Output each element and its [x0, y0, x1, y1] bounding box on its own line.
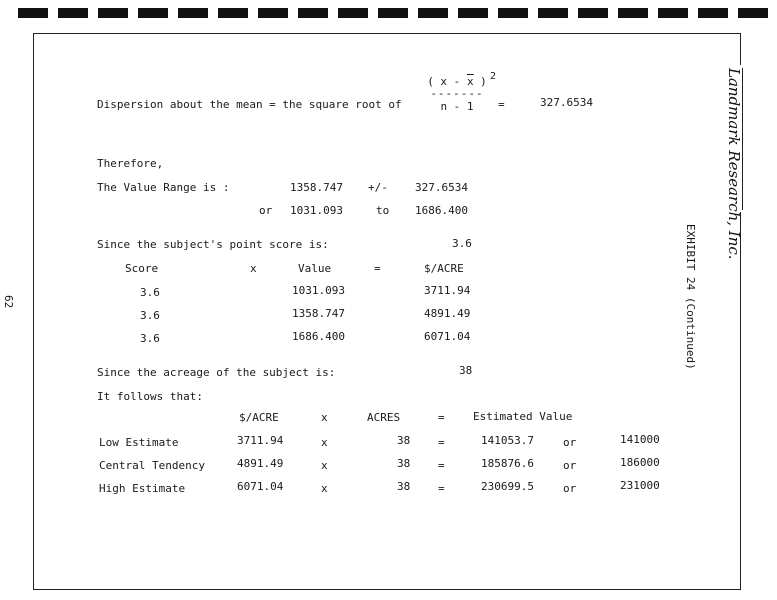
value-range-or: or [259, 204, 273, 217]
estimate-cell: 141053.7 [481, 434, 534, 447]
per-acre-cell: 4891.49 [424, 307, 471, 320]
formula-bar: ------- [430, 87, 484, 100]
per-acre-cell: 4891.49 [237, 457, 284, 470]
binding-dash [18, 8, 48, 18]
point-score-label: Since the subject's point score is: [97, 238, 329, 251]
or-text: or [563, 459, 577, 472]
estimate-header: Estimated Value [473, 410, 573, 423]
frame-right [740, 212, 741, 589]
acres-cell: 38 [397, 434, 411, 447]
dispersion-label: Dispersion about the mean = the square root of [97, 98, 402, 111]
binding-dash [578, 8, 608, 18]
equals-sign: = [438, 482, 445, 495]
formula-exponent: 2 [490, 71, 497, 82]
binding-dash [538, 8, 568, 18]
per-acre-cell: 3711.94 [424, 284, 471, 297]
estimate-cell: 185876.6 [481, 457, 534, 470]
frame-top [33, 33, 741, 34]
point-score-value: 3.6 [452, 237, 472, 250]
per-acre-cell: 6071.04 [424, 330, 471, 343]
times-sign: x [321, 436, 328, 449]
binding-dash [498, 8, 528, 18]
formula-denominator: n - 1 [440, 100, 474, 113]
rounded-cell: 141000 [620, 433, 660, 446]
score-header: $/ACRE [424, 262, 464, 275]
value-range-base: 1358.747 [290, 181, 343, 194]
acres-cell: 38 [397, 480, 411, 493]
x-bar-symbol: $\overline{x}$ [466, 75, 474, 88]
binding-dash [258, 8, 288, 18]
formula-numerator: ( x - $\overline{x}$ ) [427, 75, 487, 88]
value-range-label: The Value Range is : [97, 181, 230, 194]
estimate-label: Central Tendency [99, 459, 205, 472]
binding-dash [178, 8, 208, 18]
score-cell: 3.6 [140, 309, 160, 322]
binding-dash [298, 8, 328, 18]
binding-dash [658, 8, 688, 18]
estimate-header: = [438, 411, 445, 424]
estimate-label: High Estimate [99, 482, 186, 495]
or-text: or [563, 482, 577, 495]
acreage-label: Since the acreage of the subject is: [97, 366, 336, 379]
frame-right [740, 33, 741, 65]
per-acre-cell: 3711.94 [237, 434, 284, 447]
score-cell: 3.6 [140, 332, 160, 345]
score-header: Score [125, 262, 159, 275]
value-range-high: 1686.400 [415, 204, 468, 217]
binding-dash [698, 8, 728, 18]
company-logo: Landmark Research, Inc. [725, 68, 743, 260]
times-sign: x [321, 459, 328, 472]
rounded-cell: 186000 [620, 456, 660, 469]
equals-sign: = [438, 436, 445, 449]
estimate-header: ACRES [367, 411, 401, 424]
binding-dash [618, 8, 648, 18]
binding-dash [338, 8, 368, 18]
score-header: Value [298, 262, 332, 275]
rounded-cell: 231000 [620, 479, 660, 492]
value-range-plusminus: +/- [368, 181, 388, 194]
binding-dash [738, 8, 768, 18]
value-range-to: to [376, 204, 390, 217]
binding-dash [458, 8, 488, 18]
estimate-header: x [321, 411, 328, 424]
estimate-label: Low Estimate [99, 436, 179, 449]
estimate-header: $/ACRE [239, 411, 279, 424]
times-sign: x [321, 482, 328, 495]
dispersion-value: 327.6534 [540, 96, 593, 109]
value-cell: 1031.093 [292, 284, 345, 297]
dispersion-equals: = [498, 98, 505, 111]
therefore-text: Therefore, [97, 157, 164, 170]
binding-dash [98, 8, 128, 18]
score-cell: 3.6 [140, 286, 160, 299]
frame-bottom [33, 589, 741, 590]
binding-dash [218, 8, 248, 18]
frame-left [33, 33, 34, 589]
follows-text: It follows that: [97, 390, 203, 403]
score-header: x [250, 262, 257, 275]
binding-dash [58, 8, 88, 18]
estimate-cell: 230699.5 [481, 480, 534, 493]
value-range-delta: 327.6534 [415, 181, 468, 194]
page-number: 62 [2, 295, 15, 309]
equals-sign: = [438, 459, 445, 472]
value-cell: 1686.400 [292, 330, 345, 343]
per-acre-cell: 6071.04 [237, 480, 284, 493]
binding-dash [378, 8, 408, 18]
acreage-value: 38 [459, 364, 473, 377]
exhibit-label: EXHIBIT 24 (Continued) [684, 224, 697, 370]
value-range-low: 1031.093 [290, 204, 343, 217]
dispersion-formula [422, 71, 497, 113]
acres-cell: 38 [397, 457, 411, 470]
or-text: or [563, 436, 577, 449]
score-header: = [374, 262, 381, 275]
binding-dash [138, 8, 168, 18]
binding-dash [418, 8, 448, 18]
value-cell: 1358.747 [292, 307, 345, 320]
